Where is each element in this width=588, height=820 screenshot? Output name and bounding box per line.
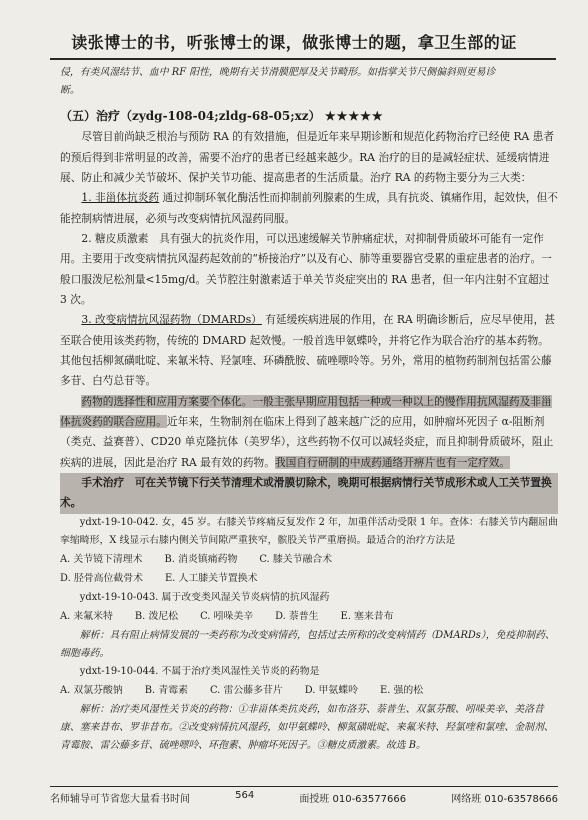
question-044-stem: ydxt-19-10-044. 不属于治疗类风湿性关节炎的药物是 [79, 666, 320, 678]
paragraph-individualized [60, 392, 558, 473]
nsaid-label: 1. 非甾体抗炎药 [81, 191, 160, 205]
paragraph-glucocorticoid: 2. 糖皮质激素 具有强大的抗炎作用，可以迅速缓解关节肿痛症状，对抑制骨质破坏可能有一定作用。主要用于改变病情抗风湿药起效前的“桥接治疗”以及有心、肺等重要器官受累的重症患者的治疗。一般口服泼尼松剂量<15mg/d。关节腔注射激素适于单关节炎症突出的 RA 患者，但一年内注射不宜超过 3 次。 [60, 232, 552, 307]
question-044-analysis: 解析：治疗类风湿性关节炎的药物：①非甾体类抗炎药，如布洛芬、萘普生、双氯芬酸、吲哚美辛、美洛昔康、塞来昔布、罗非昔布。②改变病情抗风湿药，如甲氨蝶呤、柳氮磺吡啶、来氟米特、羟氯喹和氯喹、金制剂、青霉胺、雷公藤多苷、硫唑嘌呤、环孢素、肿瘤坏死因子。③糖皮质激素。故选 B。 [60, 703, 554, 752]
question-042-options-2 [60, 570, 558, 589]
paragraph-nsaid [60, 188, 558, 229]
option: C. 吲哚美辛 [200, 610, 254, 622]
paragraph-intro: 尽管目前尚缺乏根治与预防 RA 的有效措施，但是近年来早期诊断和规范化药物治疗已经使 RA 患者的预后得到非常明显的改善，需要不治疗的患者已经越来越少。RA 治疗的目的是减轻症状、延缓病情进展、防止和减少关节破坏、保护关节功能、提高患者的生活质量。治疗 RA 的药物主要分为三大类： [60, 130, 555, 185]
intro-line-2: 断。 [60, 85, 80, 97]
page-body [60, 64, 558, 756]
highlight-tcm: 我国自行研制的中成药通络开痹片也有一定疗效。 [274, 455, 511, 469]
option: E. 塞来昔布 [340, 610, 394, 622]
paragraph-surgery: 手术治疗 可在关节镜下行关节清理术或滑膜切除术，晚期可根据病情行关节成形术或人工关节置换术。 [60, 473, 558, 514]
footer-divider [50, 786, 558, 787]
intro-line-1: 侵，有类风湿结节、血中 RF 阳性，晚期有关节滑膜肥厚及关节畸形。如指掌关节尺侧偏斜则更易诊 [60, 67, 496, 78]
option: A. 双氯芬酸钠 [60, 684, 123, 696]
option: A. 来氟米特 [60, 610, 113, 622]
nsaid-text: 通过抑制环氧化酶活性而抑制前列腺素的生成，具有抗炎、镇痛作用，起效快，但不能控制病情进展，必须与改变病情抗风湿药同服。 [60, 191, 558, 225]
option: D. 胫骨高位截骨术 [60, 573, 143, 585]
question-043-stem: ydxt-19-10-043. 属于改变类风湿关节炎病情的抗风湿药 [79, 591, 330, 603]
question-042-stem: ydxt-19-10-042. 女，45 岁。右膝关节疼痛反复发作 2 年，加重伴活动受限 1 年。查体：右膝关节内翻屈曲挛缩畸形，X 线显示右膝内侧关节间隙严重狭窄，髌股关节严重磨损。最适合的治疗方法是 [60, 516, 558, 547]
option: A. 关节镜下清理术 [60, 554, 143, 566]
option: B. 泼尼松 [134, 610, 179, 622]
question-042-options [60, 551, 558, 570]
biologics-text: 近年来，生物制剂在临床上得到了越来越广泛的应用，如肿瘤坏死因子 α-阻断剂（类克、益赛普）、CD20 单克隆抗体（美罗华），这些药物不仅可以减轻炎症，而且抑制骨质破坏，阻止疾病的进展，因此是治疗 RA 最有效的药物。 [60, 415, 554, 469]
page-number: 564 [235, 790, 255, 801]
question-043-options [60, 608, 558, 627]
option: E. 人工膝关节置换术 [164, 573, 258, 585]
option: D. 萘普生 [275, 610, 319, 622]
dmards-text: 有延缓疾病进展的作用，在 RA 明确诊断后，应尽早使用，甚至联合使用该类药物，传统的 DMARD 起效慢。一般首选甲氨蝶呤，并将它作为联合治疗的基本药物。其他包括柳氮磺吡啶、来氟米特、羟氯喹、环磷酰胺、硫唑嘌呤等。另外，常用的植物药制剂包括雷公藤多苷、白芍总苷等。 [60, 313, 556, 388]
page-footer [50, 790, 558, 805]
footer-slogan: 名师辅导可节省您大量看书时间 [50, 794, 190, 805]
option: C. 雷公藤多苷片 [209, 684, 283, 696]
section-title-text: （五）治疗（zydg-108-04;zldg-68-05;xz） [60, 108, 321, 123]
page-header: 读张博士的书，听张博士的课，做张博士的题，拿卫生部的证 [71, 33, 517, 52]
footer-online-phone: 网络班 010-63578666 [451, 794, 558, 805]
section-title [60, 105, 558, 128]
option: D. 甲氨蝶呤 [304, 684, 359, 696]
option: B. 青霉素 [144, 684, 188, 696]
option: E. 强的松 [380, 684, 424, 696]
option: C. 膝关节融合术 [259, 554, 333, 566]
header-divider [50, 58, 556, 60]
importance-stars: ★★★★★ [324, 108, 384, 123]
question-043-analysis: 解析：具有阻止病情发展的一类药称为改变病情药，包括过去所称的改变病情药（DMARDs），免疫抑制药、细胞毒药。 [60, 629, 555, 659]
footer-inperson-phone: 面授班 010-63577666 [299, 794, 407, 805]
highlight-individualized: 药物的选择性和应用方案要个体化。一般主张早期应用包括一种或一种以上的慢作用抗风湿药及非甾体抗炎药的联合应用。 [60, 394, 552, 429]
question-044-options [60, 682, 558, 701]
paragraph-dmards [60, 310, 558, 391]
dmards-label: 3. 改变病情抗风湿药物（DMARDs） [81, 313, 262, 327]
option: B. 消炎镇痛药物 [164, 554, 238, 566]
intro-text [60, 64, 558, 101]
